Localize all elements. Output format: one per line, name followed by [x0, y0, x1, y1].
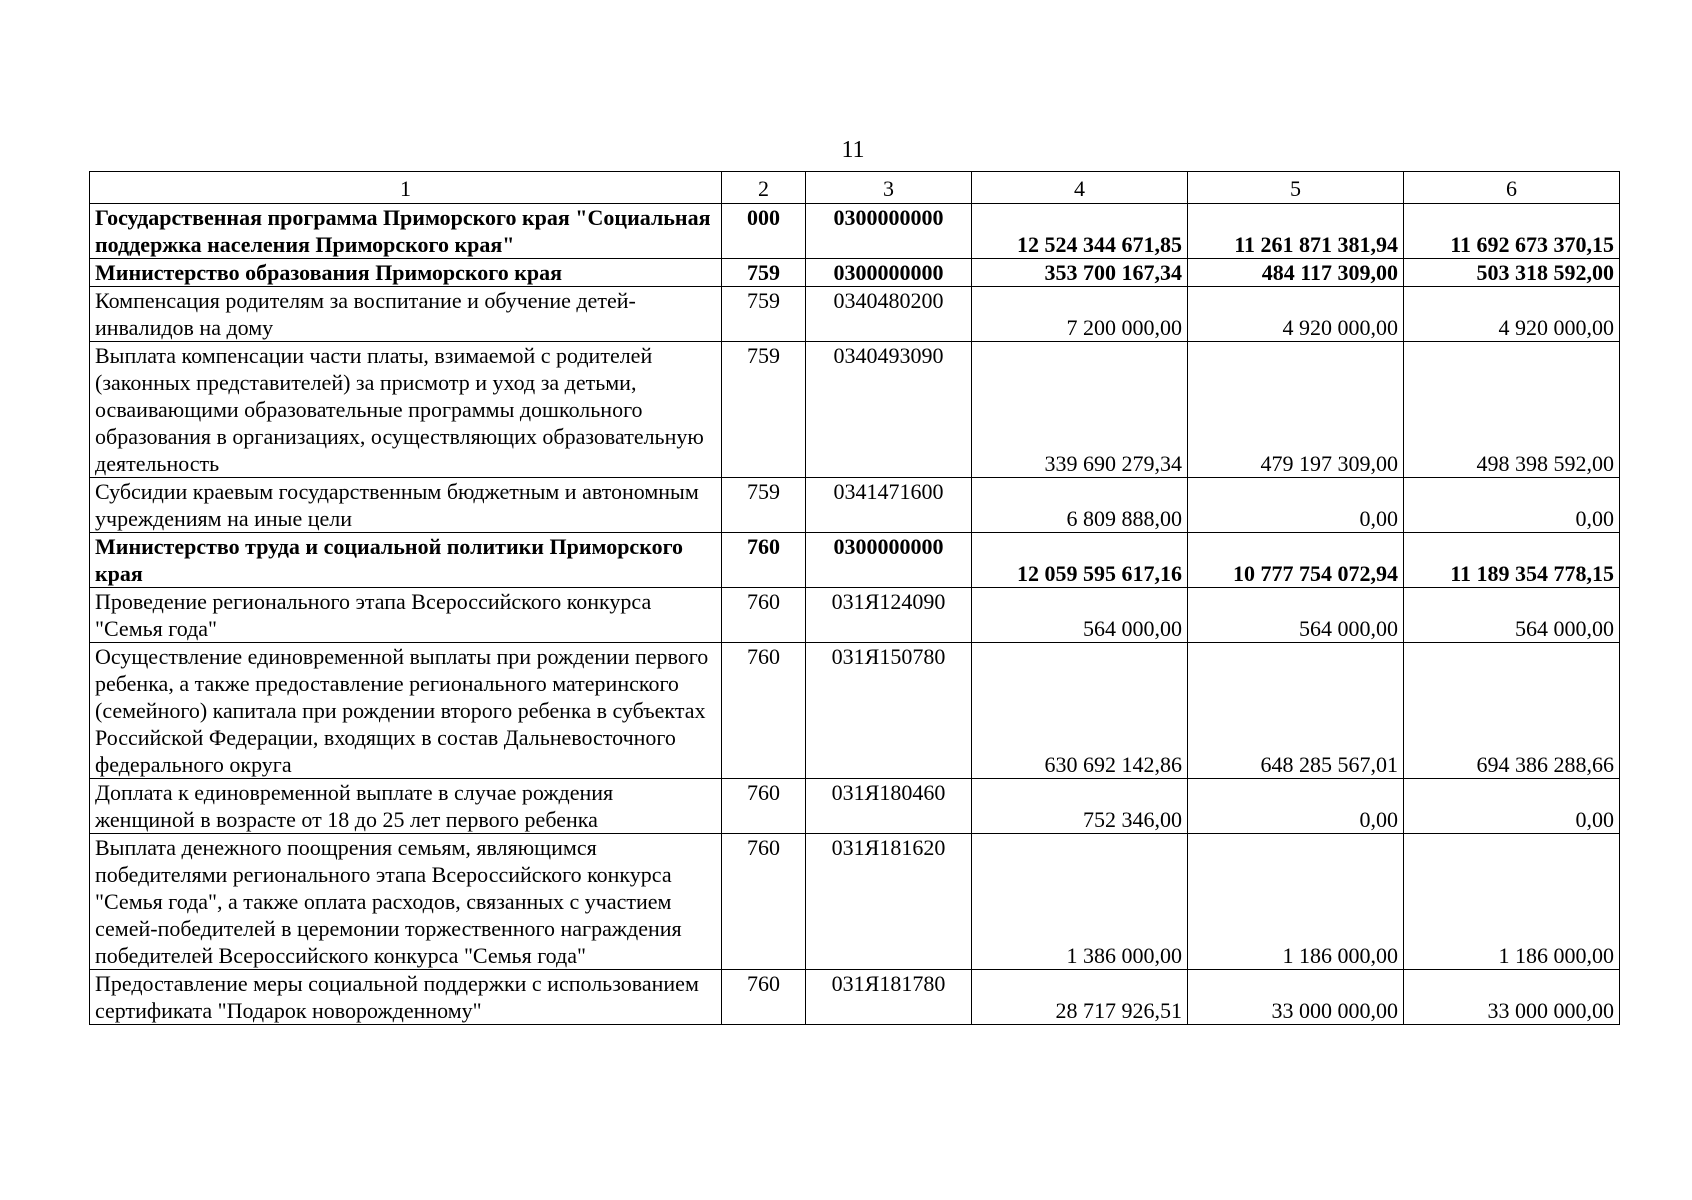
row-grbs: 760: [722, 533, 806, 588]
row-grbs: 759: [722, 287, 806, 342]
table-row: [90, 478, 1620, 533]
row-name: Субсидии краевым государственным бюджетным и автономным учреждениям на иные цели: [90, 478, 722, 533]
row-grbs: 759: [722, 259, 806, 287]
table-row: [90, 287, 1620, 342]
row-name: Осуществление единовременной выплаты при рождении первого ребенка, а также предоставление регионального материнского (семейного) капитала при рождении второго ребенка в субъектах Российской Федерации, входящих в состав Дальневосточного федерального округа: [90, 643, 722, 779]
row-name: Предоставление меры социальной поддержки с использованием сертификата "Подарок новорожденному": [90, 970, 722, 1025]
row-code: 031Я124090: [806, 588, 972, 643]
row-grbs: 760: [722, 588, 806, 643]
row-grbs: 000: [722, 204, 806, 259]
table-row: [90, 342, 1620, 478]
row-amount-4: 6 809 888,00: [972, 478, 1188, 533]
row-amount-5: 479 197 309,00: [1188, 342, 1404, 478]
row-amount-6: 1 186 000,00: [1404, 834, 1620, 970]
row-amount-6: 33 000 000,00: [1404, 970, 1620, 1025]
row-amount-5: 484 117 309,00: [1188, 259, 1404, 287]
row-amount-5: 4 920 000,00: [1188, 287, 1404, 342]
table-row: [90, 643, 1620, 779]
table-header-row: [90, 172, 1620, 204]
row-grbs: 759: [722, 342, 806, 478]
table-row: [90, 834, 1620, 970]
column-header: 2: [722, 172, 806, 204]
table-row: [90, 259, 1620, 287]
row-name: Министерство труда и социальной политики Приморского края: [90, 533, 722, 588]
row-amount-4: 1 386 000,00: [972, 834, 1188, 970]
table-row: [90, 588, 1620, 643]
row-grbs: 759: [722, 478, 806, 533]
row-amount-6: 11 692 673 370,15: [1404, 204, 1620, 259]
row-amount-5: 564 000,00: [1188, 588, 1404, 643]
row-amount-4: 630 692 142,86: [972, 643, 1188, 779]
row-code: 0340493090: [806, 342, 972, 478]
page-number: 11: [841, 137, 865, 163]
row-code: 031Я150780: [806, 643, 972, 779]
row-name: Доплата к единовременной выплате в случае рождения женщиной в возрасте от 18 до 25 лет первого ребенка: [90, 779, 722, 834]
row-amount-4: 564 000,00: [972, 588, 1188, 643]
row-name: Министерство образования Приморского края: [90, 259, 722, 287]
table-row: [90, 779, 1620, 834]
row-name: Компенсация родителям за воспитание и обучение детей-инвалидов на дому: [90, 287, 722, 342]
row-amount-6: 564 000,00: [1404, 588, 1620, 643]
row-name: Проведение регионального этапа Всероссийского конкурса "Семья года": [90, 588, 722, 643]
row-grbs: 760: [722, 970, 806, 1025]
row-amount-6: 694 386 288,66: [1404, 643, 1620, 779]
row-amount-5: 0,00: [1188, 779, 1404, 834]
row-amount-5: 1 186 000,00: [1188, 834, 1404, 970]
row-amount-6: 11 189 354 778,15: [1404, 533, 1620, 588]
row-amount-4: 12 524 344 671,85: [972, 204, 1188, 259]
row-amount-4: 339 690 279,34: [972, 342, 1188, 478]
row-amount-5: 0,00: [1188, 478, 1404, 533]
row-amount-6: 0,00: [1404, 478, 1620, 533]
row-code: 031Я181620: [806, 834, 972, 970]
row-grbs: 760: [722, 834, 806, 970]
row-code: 0300000000: [806, 204, 972, 259]
row-code: 031Я180460: [806, 779, 972, 834]
row-amount-4: 12 059 595 617,16: [972, 533, 1188, 588]
row-amount-6: 498 398 592,00: [1404, 342, 1620, 478]
column-header: 6: [1404, 172, 1620, 204]
column-header: 1: [90, 172, 722, 204]
row-name: Выплата денежного поощрения семьям, являющимся победителями регионального этапа Всероссийского конкурса "Семья года", а также оплата расходов, связанных с участием семей-победителей в церемонии торжественного награждения победителей Всероссийского конкурса "Семья года": [90, 834, 722, 970]
row-amount-6: 4 920 000,00: [1404, 287, 1620, 342]
column-header: 4: [972, 172, 1188, 204]
row-grbs: 760: [722, 643, 806, 779]
row-amount-4: 28 717 926,51: [972, 970, 1188, 1025]
row-amount-5: 648 285 567,01: [1188, 643, 1404, 779]
table-row: [90, 970, 1620, 1025]
column-header: 5: [1188, 172, 1404, 204]
row-amount-4: 752 346,00: [972, 779, 1188, 834]
row-code: 0300000000: [806, 259, 972, 287]
row-code: 0340480200: [806, 287, 972, 342]
row-amount-4: 353 700 167,34: [972, 259, 1188, 287]
row-amount-6: 0,00: [1404, 779, 1620, 834]
row-amount-4: 7 200 000,00: [972, 287, 1188, 342]
row-amount-5: 10 777 754 072,94: [1188, 533, 1404, 588]
row-name: Выплата компенсации части платы, взимаемой с родителей (законных представителей) за присмотр и уход за детьми, осваивающими образовательные программы дошкольного образования в организациях, осуществляющих образовательную деятельность: [90, 342, 722, 478]
column-header: 3: [806, 172, 972, 204]
row-code: 031Я181780: [806, 970, 972, 1025]
row-amount-5: 11 261 871 381,94: [1188, 204, 1404, 259]
row-code: 0341471600: [806, 478, 972, 533]
table-row: [90, 533, 1620, 588]
row-grbs: 760: [722, 779, 806, 834]
budget-table: [89, 171, 1620, 1025]
row-amount-5: 33 000 000,00: [1188, 970, 1404, 1025]
row-name: Государственная программа Приморского края "Социальная поддержка населения Приморского края": [90, 204, 722, 259]
table-row: [90, 204, 1620, 259]
row-code: 0300000000: [806, 533, 972, 588]
row-amount-6: 503 318 592,00: [1404, 259, 1620, 287]
